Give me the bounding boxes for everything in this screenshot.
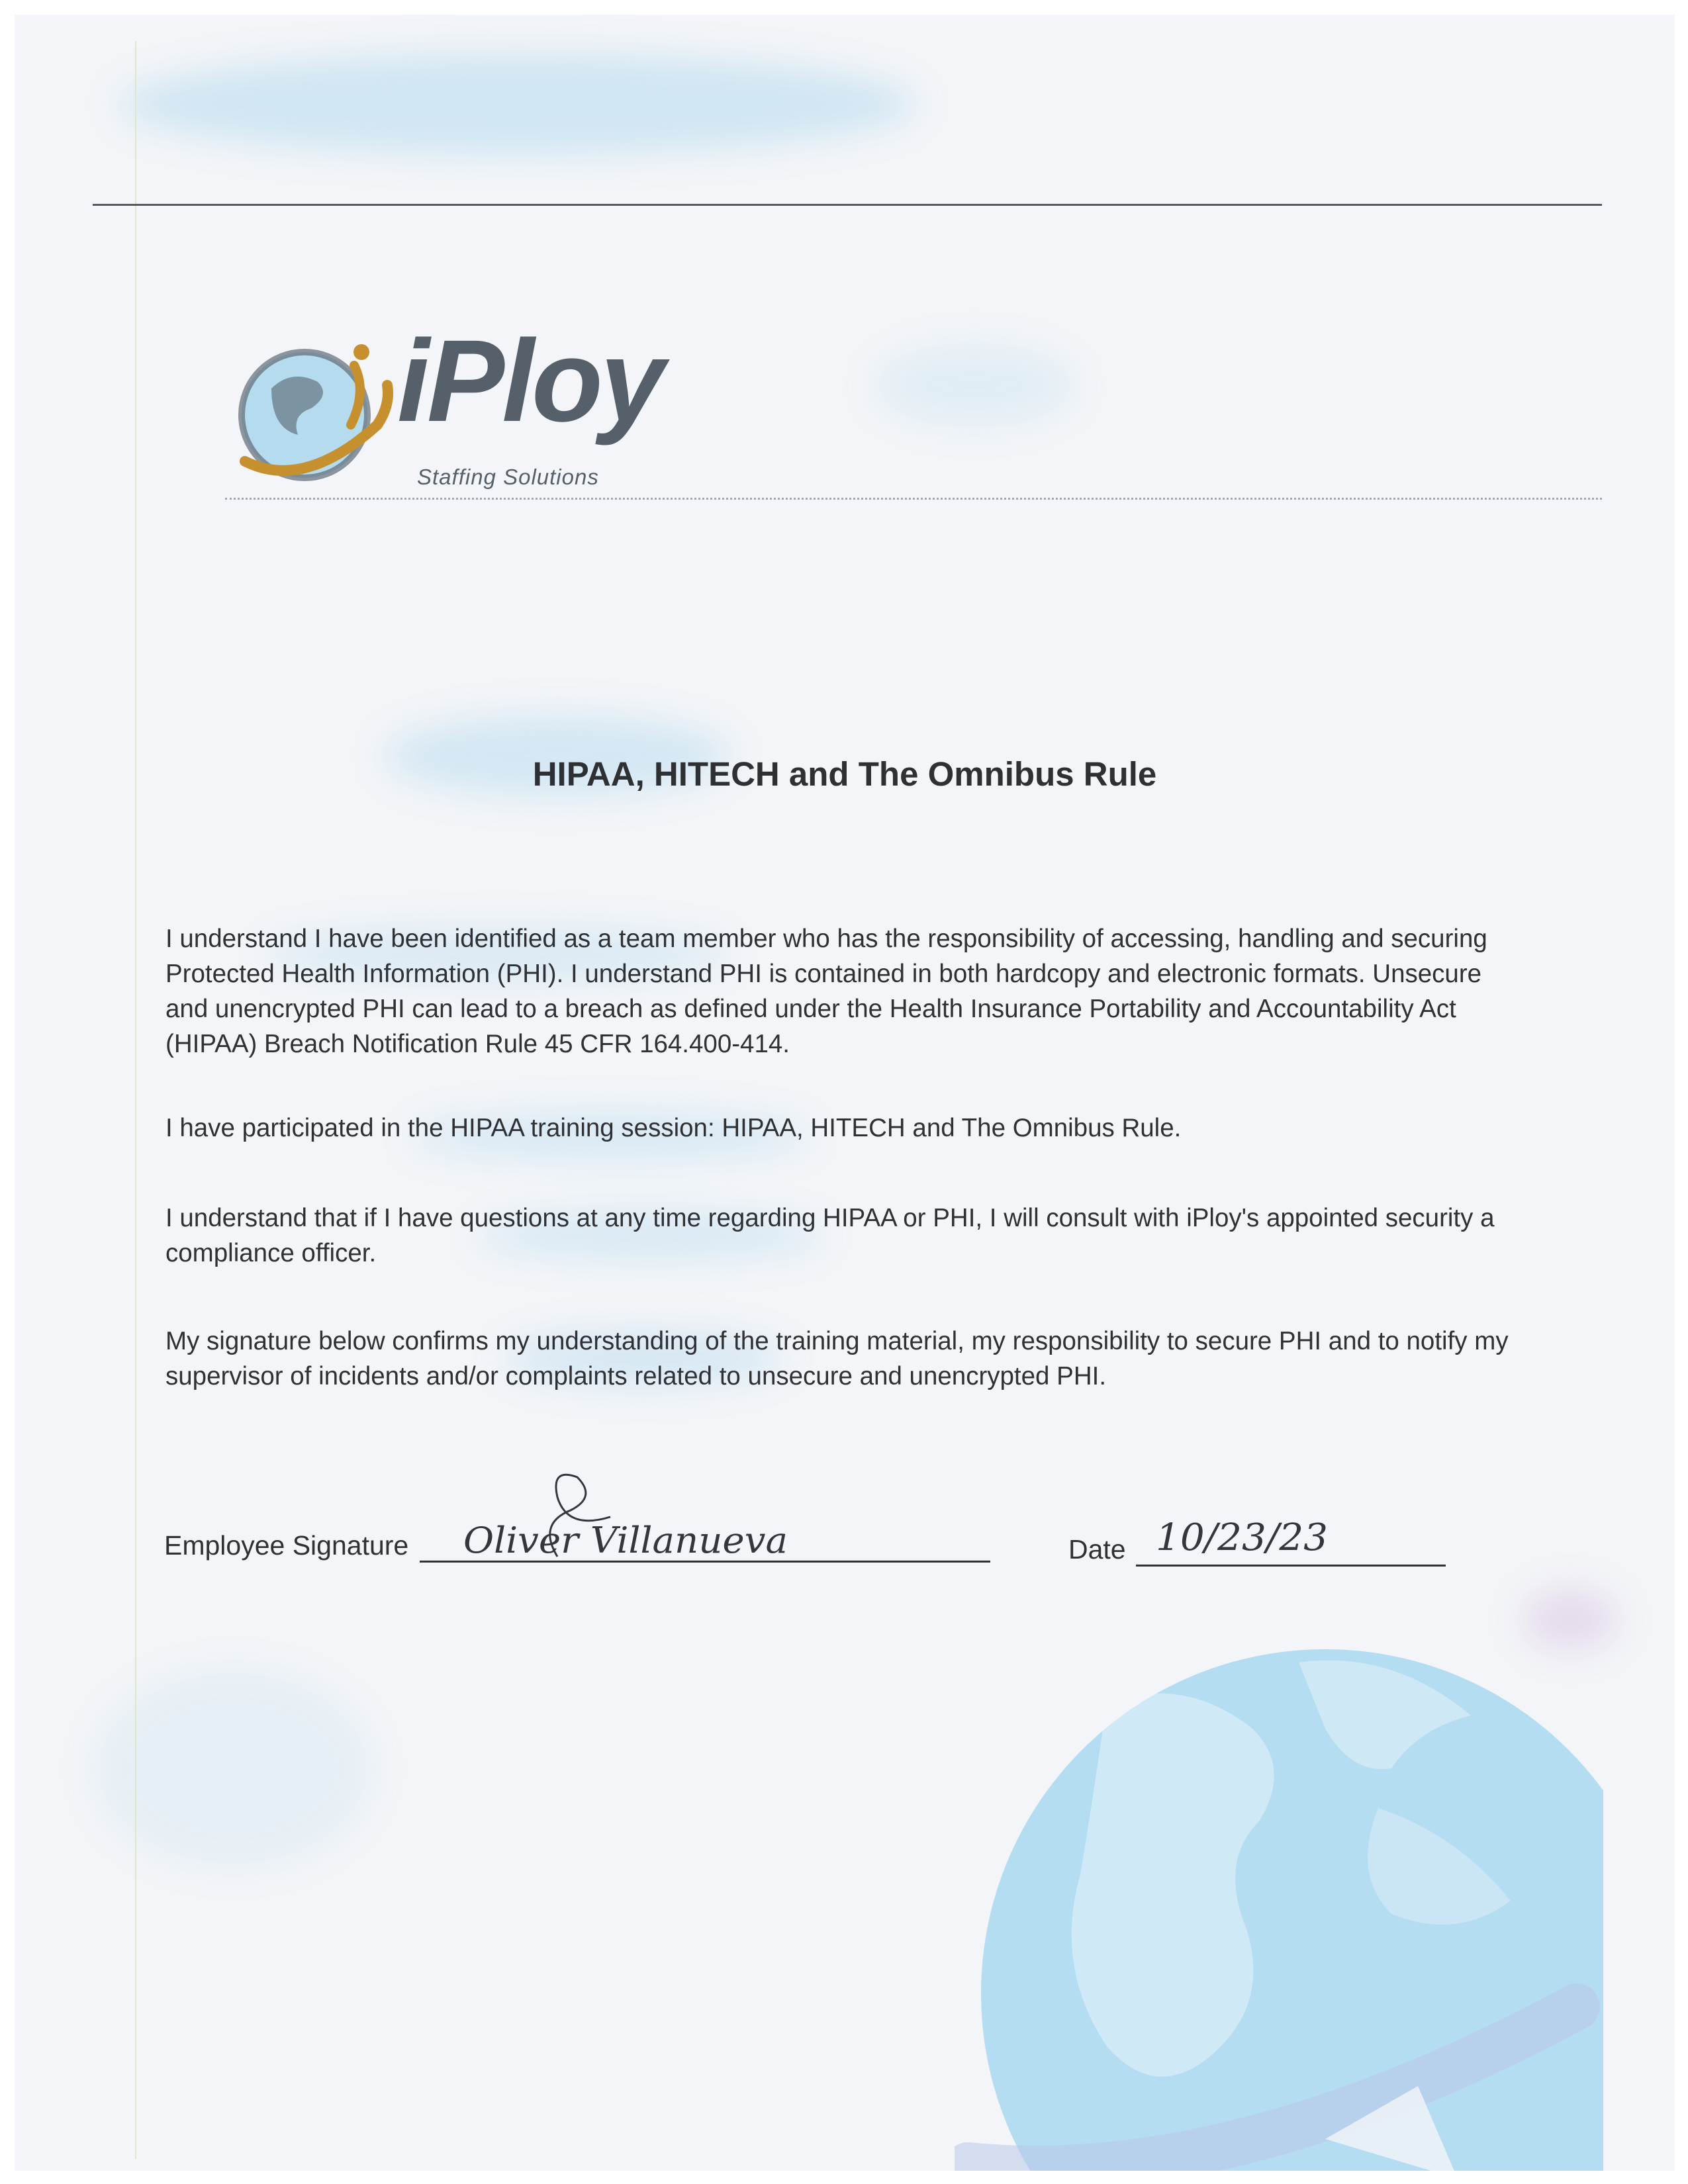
employee-signature-label: Employee Signature [164,1530,409,1561]
paragraph-compliance-officer: I understand that if I have questions at any time regarding HIPAA or PHI, I will consult with iPloy's appointed security a compliance officer. [165,1204,1495,1267]
date-text: 10/23/23 [1156,1516,1328,1559]
employee-signature-text: Oliver Villanueva [463,1520,788,1561]
company-logo [225,316,715,504]
date-handwriting [1153,1497,1365,1570]
paragraph-signature-confirmation: My signature below confirms my understanding of the training material, my responsibility to secure PHI and to notify my supervisor of incidents and/or complaints related to unsecure and unencrypted PHI. [165,1327,1509,1390]
document-page [15,15,1675,2171]
header-rule [93,204,1602,206]
paragraph-training-participation: I have participated in the HIPAA training session: HIPAA, HITECH and The Omnibus Rule. [165,1114,1182,1142]
globe-logo-icon [225,326,424,504]
margin-line [135,41,136,2159]
employee-signature-handwriting [458,1471,802,1570]
toner-smudge [120,54,915,154]
watermark-globe-icon [955,1623,1603,2171]
date-label: Date [1068,1534,1126,1565]
logo-wordmark: iPloy [397,316,663,446]
toner-smudge [875,345,1074,425]
logo-tagline: Staffing Solutions [417,465,599,489]
paragraph-phi-responsibility: I understand I have been identified as a team member who has the responsibility of accessing, handling and securing Protected Health Information (PHI). I understand PHI is contained in both hardcopy and electronic formats. Unsecure and unencrypted PHI can lead to a breach as defined under the Health Insurance Portability and Accountability Act (HIPAA) Breach Notification Rule 45 CFR 164.400-414. [165,925,1487,1058]
document-title: HIPAA, HITECH and The Omnibus Rule [532,755,1157,793]
logo-rule [225,498,1602,500]
